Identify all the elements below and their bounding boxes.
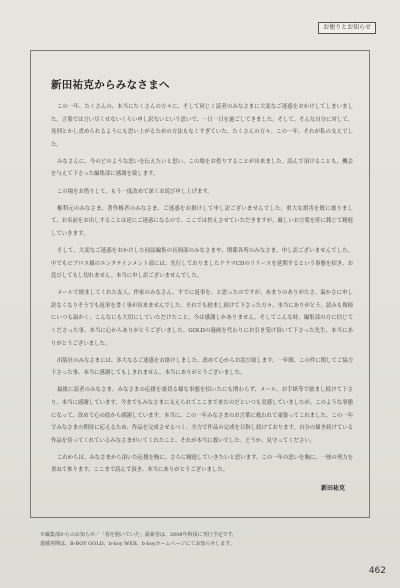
letter-paragraph: そして、大変なご迷惑をおかけした同誌編集の長岡部のみなさまや、関係各所のみなさま、申し訳ございませんでした。中でもビブロス様のエンタテインメント部には、先行しておりましたドラマCDのリリースを延期するという事態を招き、お詫びしてもし切れません。本当に申し訳ございませんでした。 [51,247,353,280]
letter-paragraph: 権利元のみなさま、著作権者のみなさま、ご迷惑をお掛けして申し訳ございませんでした。重大な損害を既に被りまして、お名前をお出しすることは逆にご迷惑になるので、ここでは控えさせていただきますが、厳しいお言葉を肝に銘じて精進していきます。 [51,205,353,237]
letter-paragraph: 最後に読者のみなさま。みなさまの応援を裏切る様な事態を招いたにも関わらず、メール、お手紙等で励まし続けて下さり、本当に感謝しています。今までもみなさまに支えられてここまで来たのだといつも実感していましたが、このような事態になって、改めて心の底から感謝しています。本当に、この一年みなさまのお言葉に救われて頑張ってこれました。この一年でみなさまの期待に応えるため、作品を完成させるべく、全力で作品の完成を目指し続けております。自分の描き続けている作品を待ってくれているみなさまがいてくれたこと、それが本当に救いでした。どうか、見守ってください。 [51,387,353,444]
letter-frame [30,50,370,518]
footer-line: ※編集部からのお知らせ／「春を抱いていた」最新巻は、2008年秋頃に刊行予定です。 [40,532,238,538]
footer-notice [40,531,360,549]
letter-paragraph: 出版社のみなさまには、多大なるご迷惑をお掛けしました。改めて心からお詫び致します。一年間、この件に関してご協力下さった事、本当に感謝してもしきれません。本当にありがとうございました。 [51,357,353,377]
section-tag: お便りとお知らせ [318,22,376,34]
signature: 新田祐克 [320,485,345,493]
letter-paragraph: これからは、みなさまから頂いた応援を胸に、さらに精進していきたいと思います。この一年の思いを胸に、一層の努力を重ねて参ります。ここまで読んで頂き、本当にありがとうございました。 [51,454,353,474]
letter-title: 新田祐克からみなさまへ [51,79,170,91]
letter-body [51,101,353,477]
page-number: 462 [368,566,386,576]
letter-paragraph: この一年、たくさんの、本当にたくさんの方々に、そして同じく読者のみなさまに大変なご迷惑をおかけしてしまいました。言葉では言い尽くせないくらい申し訳ないという思いで、一日一日を過ごしてきました。そして、そんな自分に対して、死刑とかし責められるようにも思い上がるための方法もなくすぎていた、たくさんの方々、この一年、それが私の支えでした。 [51,104,353,148]
letter-paragraph: メールで励ましてくれた友人、作家のみなさん、すでに返事を、と思ったのですが、あまりのありがたさ、温かさに申し訳なくなりそうでも返事を書く事が出来ませんでした。それでも励まし続けて下さった方々、本当にありがとう。読みも復帰にいつも温かく、こんなにも大切にしていただけたこと、今は感謝しかありません。そしてこんな時、編集部の方に信じてくださった事、本当に心からありがとうございました。GOLDの漫画を代わりにお引き受け頂いて下さった先生、本当にありがとうございました。 [51,290,353,347]
letter-paragraph: この場をお借りして、もう一度改めて深くお詫び申し上げます。 [56,188,213,195]
footer-line: 連載再開は、B-BOY GOLD、b-boy WEB、b-boyホームページにてお知らせします。 [40,541,235,547]
letter-paragraph: みなさんに、今のどのような思いを伝えたいと思い、この場をお借りすることが出来ました。読んで頂けることも、機会を与えて下さった編集部に感謝を致します。 [51,158,353,178]
